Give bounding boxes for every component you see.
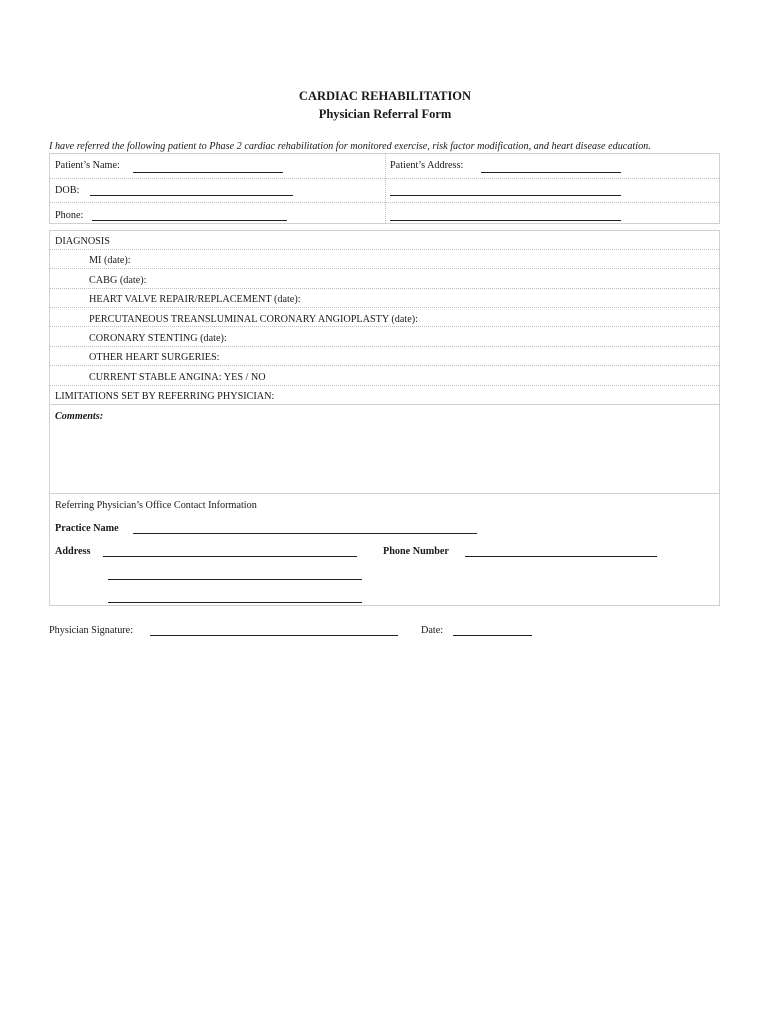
physician-signature-label: Physician Signature: [49, 625, 134, 636]
patient-address-field-1[interactable] [481, 172, 621, 173]
diagnosis-item-angina[interactable]: CURRENT STABLE ANGINA: YES / NO [89, 372, 266, 383]
dob-field[interactable] [90, 195, 293, 196]
phone-label: Phone: [55, 210, 84, 221]
comments-label: Comments: [55, 411, 104, 422]
patient-name-label: Patient’s Name: [55, 160, 120, 171]
patient-address-field-3[interactable] [390, 220, 621, 221]
diagnosis-item-stenting[interactable]: CORONARY STENTING (date): [89, 333, 227, 344]
address-field-2[interactable] [108, 579, 362, 580]
patient-name-field[interactable] [133, 172, 283, 173]
limitations-label: LIMITATIONS SET BY REFERRING PHYSICIAN: [55, 391, 275, 402]
contact-heading: Referring Physician’s Office Contact Information [55, 500, 257, 511]
phone-number-label: Phone Number [383, 546, 449, 557]
phone-number-field[interactable] [465, 556, 657, 557]
diagnosis-item-mi[interactable]: MI (date): [89, 255, 131, 266]
address-field-3[interactable] [108, 602, 362, 603]
dob-label: DOB: [55, 185, 80, 196]
date-field[interactable] [453, 635, 532, 636]
diagnosis-item-ptca[interactable]: PERCUTANEOUS TREANSLUMINAL CORONARY ANGIOPLASTY (date): [89, 314, 418, 325]
date-label: Date: [421, 625, 444, 636]
practice-name-label: Practice Name [55, 523, 119, 534]
intro-statement: I have referred the following patient to Phase 2 cardiac rehabilitation for monitored exercise, risk factor modification, and heart disease education. [49, 141, 651, 152]
patient-address-field-2[interactable] [390, 195, 621, 196]
form-subtitle: Physician Referral Form [318, 107, 452, 121]
physician-signature-field[interactable] [150, 635, 398, 636]
address-label: Address [55, 546, 91, 557]
diagnosis-item-valve[interactable]: HEART VALVE REPAIR/REPLACEMENT (date): [89, 294, 301, 305]
diagnosis-heading: DIAGNOSIS [55, 236, 110, 247]
form-title: CARDIAC REHABILITATION [298, 89, 472, 103]
diagnosis-item-other-surgeries[interactable]: OTHER HEART SURGERIES: [89, 352, 220, 363]
diagnosis-item-cabg[interactable]: CABG (date): [89, 275, 147, 286]
phone-field[interactable] [92, 220, 287, 221]
patient-info-section [49, 153, 720, 224]
patient-address-label: Patient’s Address: [390, 160, 464, 171]
practice-name-field[interactable] [133, 533, 477, 534]
address-field-1[interactable] [103, 556, 357, 557]
comments-field[interactable] [50, 425, 719, 490]
